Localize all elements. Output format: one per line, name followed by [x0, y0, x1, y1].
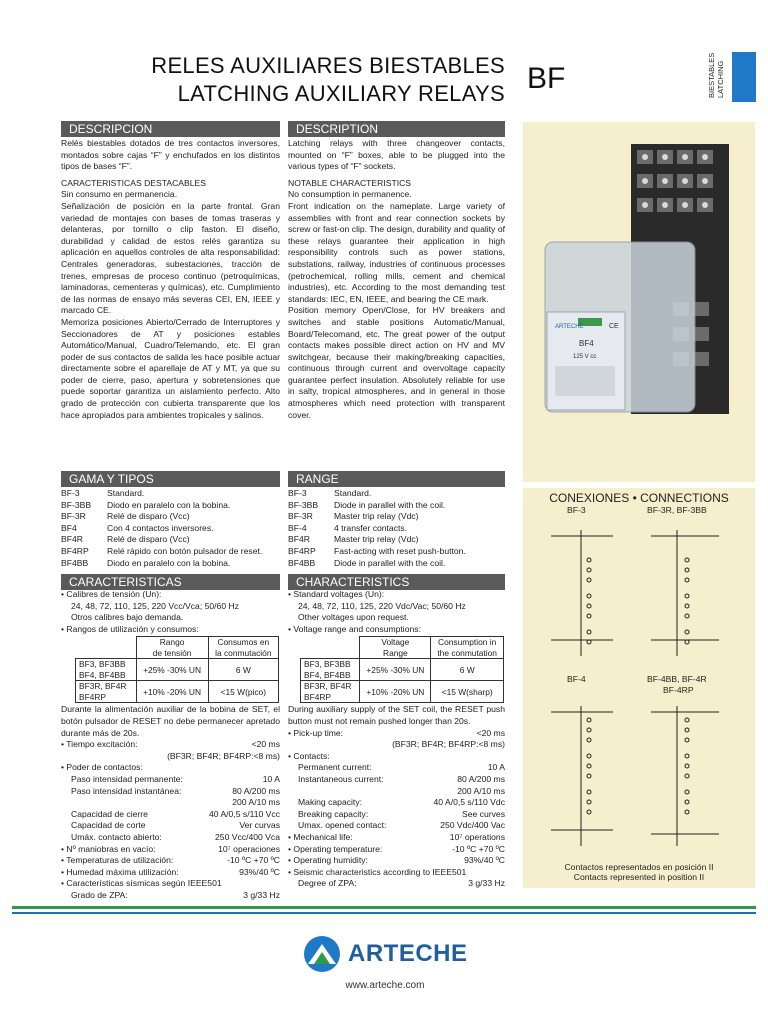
gama-desc: Relé de disparo (Vcc) [107, 534, 190, 545]
diagram-bf4bb [651, 706, 719, 846]
car-c1-value: 10 A [262, 773, 280, 784]
range-desc: Master trip relay (Vdc) [334, 534, 419, 545]
en-row1-consumption: 6 W [431, 659, 504, 681]
gama-row [61, 500, 280, 512]
car-m3-label: • Humedad máxima utilización: [61, 866, 179, 877]
car-c2-label: Paso intensidad instantánea: [71, 785, 182, 796]
range-row [288, 546, 505, 558]
descripcion-intro: Relés biestables dotados de tres contactos inversores, montados sobre cajas “F” y enchufados en los distintos tipos de bases “F”. [61, 138, 280, 172]
range-desc: Standard. [334, 488, 372, 498]
ch-note: During auxiliary supply of the SET coil, the RESET push button must not remain pushed longer than 20s. [288, 704, 505, 726]
range-desc: Diode in parallel with the coil. [334, 557, 446, 568]
nameplate-voltage: 125 V cc [573, 354, 597, 360]
car-c2-value: 80 A/200 ms [232, 785, 280, 796]
ch-b1: • Standard voltages (Un): [288, 589, 385, 599]
en-row2-consumption: <15 W(sharp) [431, 681, 504, 703]
ch-pickup-value2: (BF3R; BF4R; BF4RP:<8 ms) [392, 739, 505, 750]
gama-desc: Relé de disparo (Vcc) [107, 511, 190, 522]
diagram-bf4 [551, 706, 613, 846]
ch-c4-value: See curves [462, 808, 505, 819]
ch-m2-label: • Operating temperature: [288, 843, 383, 854]
th-consumption: Consumption in [438, 637, 497, 648]
footer-url[interactable]: www.arteche.com [345, 980, 425, 991]
product-code: BF [527, 62, 566, 95]
ch-pickup-value: <20 ms [476, 727, 505, 738]
range-row [288, 500, 505, 512]
row2-models-a: BF3R, BF4R [79, 681, 127, 692]
th-consumos: Consumos en [217, 637, 270, 648]
car-c3-label: Capacidad de cierre [71, 808, 148, 819]
gama-row [61, 511, 280, 523]
range-table-es [75, 636, 279, 703]
range-row [288, 488, 505, 500]
ch-c2-label: Instantaneous current: [298, 773, 384, 784]
gama-desc: Diodo en paralelo con la bobina. [107, 499, 231, 510]
ch-pickup-label: • Pick-up time: [288, 727, 344, 738]
car-pickup-value2: (BF3R; BF4R; BF4RP:<8 ms) [167, 750, 280, 761]
relay-photo [523, 122, 755, 482]
descripcion-p2: Señalización de posición en la parte frontal. Gran variedad de montajes con bases de tomas traseras y delanteras, por tornillo o clip faston. El diseño, durabilidad y calidad de estos relés garantiza su aplicación en aquellos controles de alta responsabilidad: Centrales generadoras, subestaciones, tracción de trenes, empresas de proceso continuo (petroquímicas, laminadoras, cementeras y químicas), etc. Cumplimiento de las normas de ensayo más severas CEI, EN, IEEE y marcado CE. [61, 200, 280, 316]
caracteristicas-block [61, 589, 280, 901]
title-english: LATCHING AUXILIARY RELAYS [177, 81, 505, 106]
wiring-diagrams [523, 516, 755, 860]
accent-tab [732, 52, 756, 102]
diagram-label-bf3r: BF-3R, BF-3BB [647, 505, 707, 515]
ch-m2-value: -10 ºC +70 ºC [452, 843, 505, 854]
car-m2-label: • Temperaturas de utilización: [61, 855, 174, 866]
ch-m3-label: • Operating humidity: [288, 855, 368, 866]
en-row2-models-a: BF3R, BF4R [304, 681, 352, 692]
car-contacts: • Poder de contactos: [61, 762, 143, 773]
side-label-es: BIESTABLES [707, 52, 716, 98]
diagram-bf3 [551, 530, 613, 656]
arteche-logo-icon [300, 934, 344, 974]
car-c5-label: Umáx. contacto abierto: [71, 831, 162, 842]
nameplate-model: BF4 [579, 339, 594, 348]
car-b2: • Rangos de utilización y consumos: [61, 623, 199, 634]
car-c4-label: Capacidad de corte [71, 820, 146, 831]
th-rango: Rango [159, 637, 185, 648]
nameplate-diagram [555, 366, 615, 396]
gama-desc: Diodo en paralelo con la bobina. [107, 557, 231, 568]
connections-note-en: Contacts represented in position II [573, 872, 705, 882]
range-model: BF4BB [288, 557, 316, 568]
ch-c2-value: 80 A/200 ms [457, 773, 505, 784]
en-row1-range: +25% -30% UN [360, 659, 431, 681]
th-voltage: Voltage [381, 637, 410, 648]
descripcion-line1: Sin consumo en permanencia. [61, 189, 178, 200]
row2-range: +10% -20% UN [136, 681, 208, 703]
range-row [288, 523, 505, 535]
gama-model: BF4RP [61, 545, 89, 556]
range-model: BF4R [288, 534, 310, 545]
row1-range: +25% -30% UN [136, 659, 208, 681]
ch-c1-label: Permanent current: [298, 762, 372, 773]
range-table-en [300, 636, 504, 703]
range-model: BF-3R [288, 511, 313, 522]
ch-c3-label: Making capacity: [298, 797, 363, 808]
range-desc: Diode in parallel with the coil. [334, 499, 446, 510]
ch-b2: • Voltage range and consumptions: [288, 623, 421, 634]
en-row2-range: +10% -20% UN [360, 681, 431, 703]
car-pickup-value: <20 ms [251, 739, 280, 750]
row2-models-b: BF4RP [79, 691, 106, 702]
description-line1: No consumption in permanence. [288, 189, 412, 200]
gama-model: BF4R [61, 534, 83, 545]
car-m3-value: 93%/40 ºC [239, 866, 280, 877]
gama-model: BF-3 [61, 488, 80, 498]
th-consumos-b: la conmutación [215, 647, 272, 658]
diagram-label-bf4rp: BF-4RP [663, 685, 694, 695]
range-row [288, 558, 505, 570]
title-spanish: RELES AUXILIARES BIESTABLES [151, 53, 505, 78]
characteristics-block [288, 589, 505, 890]
en-row1-models-a: BF3, BF3BB [304, 659, 351, 670]
car-b1-values: 24, 48, 72, 110, 125, 220 Vcc/Vca; 50/60 Hz [71, 600, 240, 611]
descripcion-p3: Memoriza posiciones Abierto/Cerrado de Interruptores y Seccionadores de AT y posiciones estables Automático/Manual, Cuadro/Telemando, etc. El gran poder de sus contactos de salida les hace posible actuar directamente sobre el aparellaje de AT y MT, ya que su poder de cierre, paso, apertura y sobretensiones que puede soportar garantiza un aislamiento perfecto. Alto grado de protección con cubierta transparente que los hace apropiados para ambientes tropicales y salinos. [61, 316, 280, 420]
car-m5-value: 3 g/33 Hz [243, 889, 280, 900]
car-c5-value: 250 Vcc/400 Vca [215, 831, 280, 842]
diagram-bf3r [651, 530, 719, 656]
row2-consumption: <15 W(pico) [208, 681, 278, 703]
ch-m5-label: Degree of ZPA: [298, 878, 357, 889]
gama-model: BF-3R [61, 511, 86, 522]
description-intro: Latching relays with three changeover contacts, mounted on “F” boxes, able to be plugged into the various types of “F” sockets. [288, 138, 505, 172]
diagram-label-bf4bb: BF-4BB, BF-4R [647, 674, 707, 684]
car-b1: • Calibres de tensión (Un): [61, 589, 162, 599]
row1-consumption: 6 W [208, 659, 278, 681]
en-row1-models-b: BF4, BF4BB [304, 669, 351, 680]
car-c4-value: Ver curvas [239, 820, 280, 831]
ch-c1-value: 10 A [487, 762, 505, 773]
section-bar-description: DESCRIPTION [288, 121, 505, 137]
car-pickup-label: • Tiempo excitación: [61, 739, 138, 750]
gama-model: BF4 [61, 522, 77, 533]
range-desc: 4 transfer contacts. [334, 522, 408, 533]
gama-model: BF-3BB [61, 499, 92, 510]
row1-models-a: BF3, BF3BB [79, 659, 126, 670]
row1-models-b: BF4, BF4BB [79, 669, 126, 680]
gama-model: BF4BB [61, 557, 89, 568]
ch-c2-value2: 200 A/10 ms [457, 785, 505, 796]
th-voltage-b: Range [383, 647, 408, 658]
connections-note-es: Contactos representados en posición II [564, 862, 714, 872]
footer-brand: ARTECHE [348, 940, 468, 967]
product-photo-panel [523, 122, 755, 482]
car-note: Durante la alimentación auxiliar de la bobina de SET, el botón pulsador de RESET no debe permanecer apretado durante más de 20s. [61, 704, 280, 738]
car-m1-label: • Nº maniobras en vacío: [61, 843, 156, 854]
car-m1-value: 10⁷ operaciones [218, 843, 280, 854]
th-rango-b: de tensión [152, 647, 192, 658]
ch-c4-label: Breaking capacity: [298, 808, 369, 819]
car-c3-value: 40 A/0,5 s/110 Vcc [208, 808, 280, 819]
range-model: BF-3 [288, 488, 307, 498]
ch-b1-values: 24, 48, 72, 110, 125, 220 Vdc/Vac; 50/60 Hz [298, 600, 466, 611]
ch-m3-value: 93%/40 ºC [464, 855, 505, 866]
gama-row [61, 558, 280, 570]
th-consumption-b: the conmutation [437, 647, 497, 658]
car-c2-value2: 200 A/10 ms [232, 797, 280, 808]
description-p2: Front indication on the nameplate. Large variety of assemblies with front and rear connection sockets by screw or fast-on clip. The design, durability and quality of these relays guarantee their application in high responsibility controls such as power stations, substations, railway, industries of continuous processes (petrochemical, rolling mills, cement and chemical industries), etc. According to the most demanding test standards: IEC, EN, IEEE, and bearing the CE mark. [288, 200, 505, 304]
range-model: BF-3BB [288, 499, 319, 510]
car-b1-other: Otros calibres bajo demanda. [71, 612, 184, 623]
gama-row [61, 523, 280, 535]
en-row2-models-b: BF4RP [304, 691, 331, 702]
ch-m5-value: 3 g/33 Hz [468, 878, 505, 889]
ch-m1-label: • Mechanical life: [288, 831, 353, 842]
descripcion-body [61, 138, 280, 421]
range-model: BF4RP [288, 545, 316, 556]
connections-note [523, 862, 755, 882]
range-model: BF-4 [288, 522, 307, 533]
diagram-label-bf4: BF-4 [567, 674, 586, 684]
gama-desc: Standard. [107, 488, 145, 498]
descripcion-notable-title: CARACTERISTICAS DESTACABLES [61, 177, 207, 188]
ch-c3-value: 40 A/0,5 s/110 Vdc [433, 797, 505, 808]
section-bar-descripcion: DESCRIPCION [61, 121, 280, 137]
ch-m1-value: 10⁷ operations [449, 831, 505, 842]
description-notable-title: NOTABLE CHARACTERISTICS [288, 177, 412, 188]
section-bar-gama: GAMA Y TIPOS [61, 471, 280, 487]
section-bar-caracteristicas: CARACTERISTICAS [61, 574, 280, 590]
connections-panel [523, 488, 755, 888]
gama-list [61, 488, 280, 569]
ch-m4-label: • Seismic characteristics according to IEEE501 [288, 866, 467, 877]
nameplate-brand: ARTECHE [555, 324, 584, 330]
diagram-label-bf3: BF-3 [567, 505, 586, 515]
ch-c5-label: Umax. opened contact: [298, 820, 387, 831]
section-bar-characteristics: CHARACTERISTICS [288, 574, 505, 590]
gama-row [61, 534, 280, 546]
section-bar-range: RANGE [288, 471, 505, 487]
range-row [288, 511, 505, 523]
footer-blue-line [12, 912, 756, 914]
car-m2-value: -10 ºC +70 ºC [227, 855, 280, 866]
range-list [288, 488, 505, 569]
gama-row [61, 488, 280, 500]
gama-desc: Con 4 contactos inversores. [107, 522, 214, 533]
ch-c5-value: 250 Vdc/400 Vac [440, 820, 505, 831]
footer-green-line [12, 906, 756, 909]
description-p3: Position memory Open/Close, for HV breakers and switches and stable positions Automatic/Manual, Board/Telecomand, etc. The great power of the output contacts makes possible direct action on HV and MV switchgear, because their making/breaking capacities, continuous through current and overvoltage capacity guarantee perfect insulation. Absolutely reliable for use in salty, tropical atmospheres, and in general in those atmospheres which need protection with transparent cover. [288, 305, 505, 420]
description-body [288, 138, 505, 421]
gama-desc: Relé rápido con botón pulsador de reset. [107, 545, 263, 556]
car-m4-label: • Características sísmicas según IEEE501 [61, 878, 222, 889]
connections-title: CONEXIONES • CONNECTIONS [549, 491, 729, 505]
ch-contacts: • Contacts: [288, 750, 330, 761]
gama-row [61, 546, 280, 558]
side-label-en: LATCHING [716, 60, 725, 98]
nameplate-ce: CE [609, 323, 619, 330]
range-row [288, 534, 505, 546]
range-desc: Fast-acting with reset push-button. [334, 545, 466, 556]
car-m5-label: Grado de ZPA: [71, 889, 128, 900]
ch-b1-other: Other voltages upon request. [298, 612, 409, 623]
range-desc: Master trip relay (Vdc) [334, 511, 419, 522]
car-c1-label: Paso intensidad permanente: [71, 773, 183, 784]
